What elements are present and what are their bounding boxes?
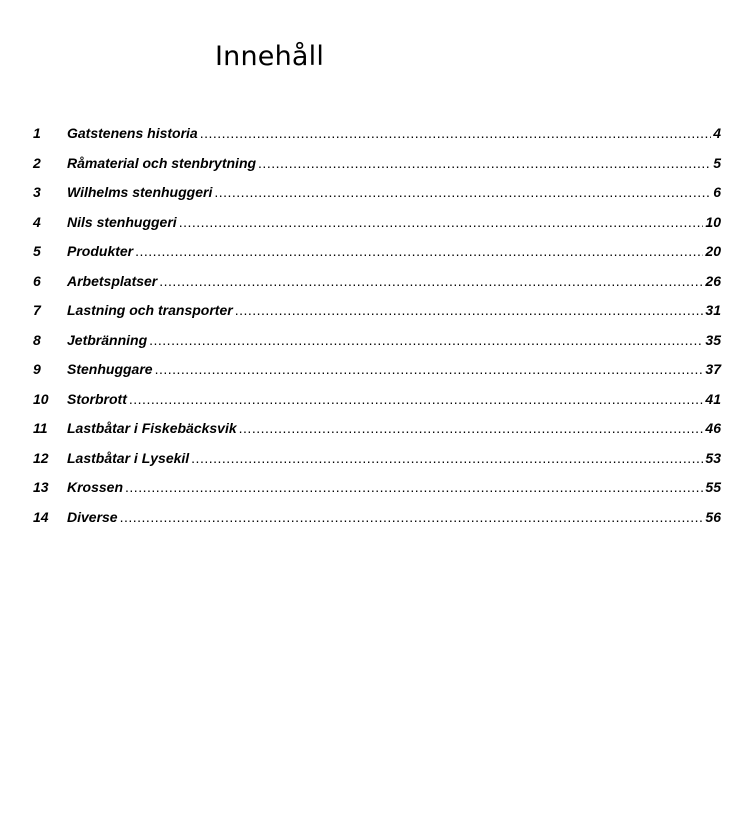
- toc-entry-title[interactable]: Jetbränning: [67, 331, 148, 348]
- toc-entry-number: 14: [33, 508, 49, 525]
- toc-entry-number: 5: [33, 243, 41, 259]
- toc-entry[interactable]: [33, 119, 721, 149]
- toc-entry[interactable]: [33, 414, 721, 444]
- toc-dot-leader: [258, 149, 711, 179]
- toc-entry[interactable]: [33, 296, 721, 326]
- toc-entry-number: 11: [33, 420, 48, 436]
- toc-entry-page-number: 5: [713, 154, 721, 171]
- toc-entry-page-number: 20: [705, 243, 721, 259]
- toc-entry[interactable]: [33, 208, 721, 238]
- toc-entry-number: 6: [33, 272, 41, 289]
- toc-entry-page-number: 10: [705, 213, 721, 230]
- toc-entry-page-number: 35: [705, 331, 721, 348]
- toc-entry-page-number: 46: [705, 420, 721, 436]
- toc-entry-title[interactable]: Råmaterial och stenbrytning: [67, 154, 257, 171]
- toc-dot-leader: [239, 414, 704, 444]
- toc-entry-page-number: 31: [705, 302, 721, 318]
- toc-entry[interactable]: [33, 385, 721, 415]
- toc-entry-title[interactable]: Nils stenhuggeri: [67, 213, 177, 230]
- toc-entry[interactable]: [33, 444, 721, 474]
- toc-entry-number: 13: [33, 479, 49, 495]
- toc-dot-leader: [179, 208, 704, 238]
- toc-entry-title[interactable]: Storbrott: [67, 390, 127, 407]
- toc-dot-leader: [149, 326, 703, 356]
- toc-dot-leader: [129, 385, 704, 415]
- toc-entry-page-number: 55: [705, 479, 721, 495]
- toc-entry-number: 8: [33, 331, 41, 348]
- toc-dot-leader: [191, 444, 703, 474]
- toc-entry[interactable]: [33, 355, 721, 385]
- toc-dot-leader: [159, 267, 703, 297]
- toc-entry-title[interactable]: Produkter: [67, 243, 134, 259]
- toc-entry-title[interactable]: Stenhuggare: [67, 361, 153, 377]
- toc-entry-page-number: 41: [705, 390, 721, 407]
- toc-dot-leader: [120, 503, 704, 533]
- toc-entry-title[interactable]: Wilhelms stenhuggeri: [67, 184, 213, 200]
- toc-entry-number: 1: [33, 125, 41, 141]
- toc-entry-number: 4: [33, 213, 41, 230]
- toc-entry-number: 9: [33, 361, 41, 377]
- toc-entry[interactable]: [33, 149, 721, 179]
- toc-entry[interactable]: [33, 326, 721, 356]
- toc-entry-page-number: 37: [705, 361, 721, 377]
- toc-entry-number: 7: [33, 302, 41, 318]
- toc-entry-number: 10: [33, 390, 49, 407]
- toc-entry[interactable]: [33, 503, 721, 533]
- toc-entry[interactable]: [33, 237, 721, 267]
- toc-dot-leader: [135, 237, 703, 267]
- toc-entry-page-number: 56: [705, 508, 721, 525]
- toc-entry-title[interactable]: Krossen: [67, 479, 124, 495]
- toc-entry-page-number: 26: [705, 272, 721, 289]
- toc-entry-title[interactable]: Lastbåtar i Lysekil: [67, 449, 190, 466]
- toc-dot-leader: [200, 119, 712, 149]
- toc-entry-page-number: 53: [705, 449, 721, 466]
- toc-title: Innehåll: [215, 41, 325, 72]
- toc-dot-leader: [125, 473, 703, 503]
- toc-entry-page-number: 4: [713, 125, 721, 141]
- toc-dot-leader: [155, 355, 704, 385]
- toc-entry-number: 2: [33, 154, 41, 171]
- toc-entry-title[interactable]: Diverse: [67, 508, 118, 525]
- toc-entry-title[interactable]: Gatstenens historia: [67, 125, 198, 141]
- toc-entry[interactable]: [33, 178, 721, 208]
- toc-entry[interactable]: [33, 267, 721, 297]
- toc-entry-page-number: 6: [713, 184, 721, 200]
- toc-dot-leader: [235, 296, 704, 326]
- toc-dot-leader: [214, 178, 711, 208]
- toc-entry[interactable]: [33, 473, 721, 503]
- toc-entry-title[interactable]: Lastbåtar i Fiskebäcksvik: [67, 420, 237, 436]
- toc-entry-number: 3: [33, 184, 41, 200]
- toc-list: [33, 119, 721, 532]
- toc-entry-title[interactable]: Arbetsplatser: [67, 272, 158, 289]
- toc-entry-number: 12: [33, 449, 49, 466]
- toc-entry-title[interactable]: Lastning och transporter: [67, 302, 233, 318]
